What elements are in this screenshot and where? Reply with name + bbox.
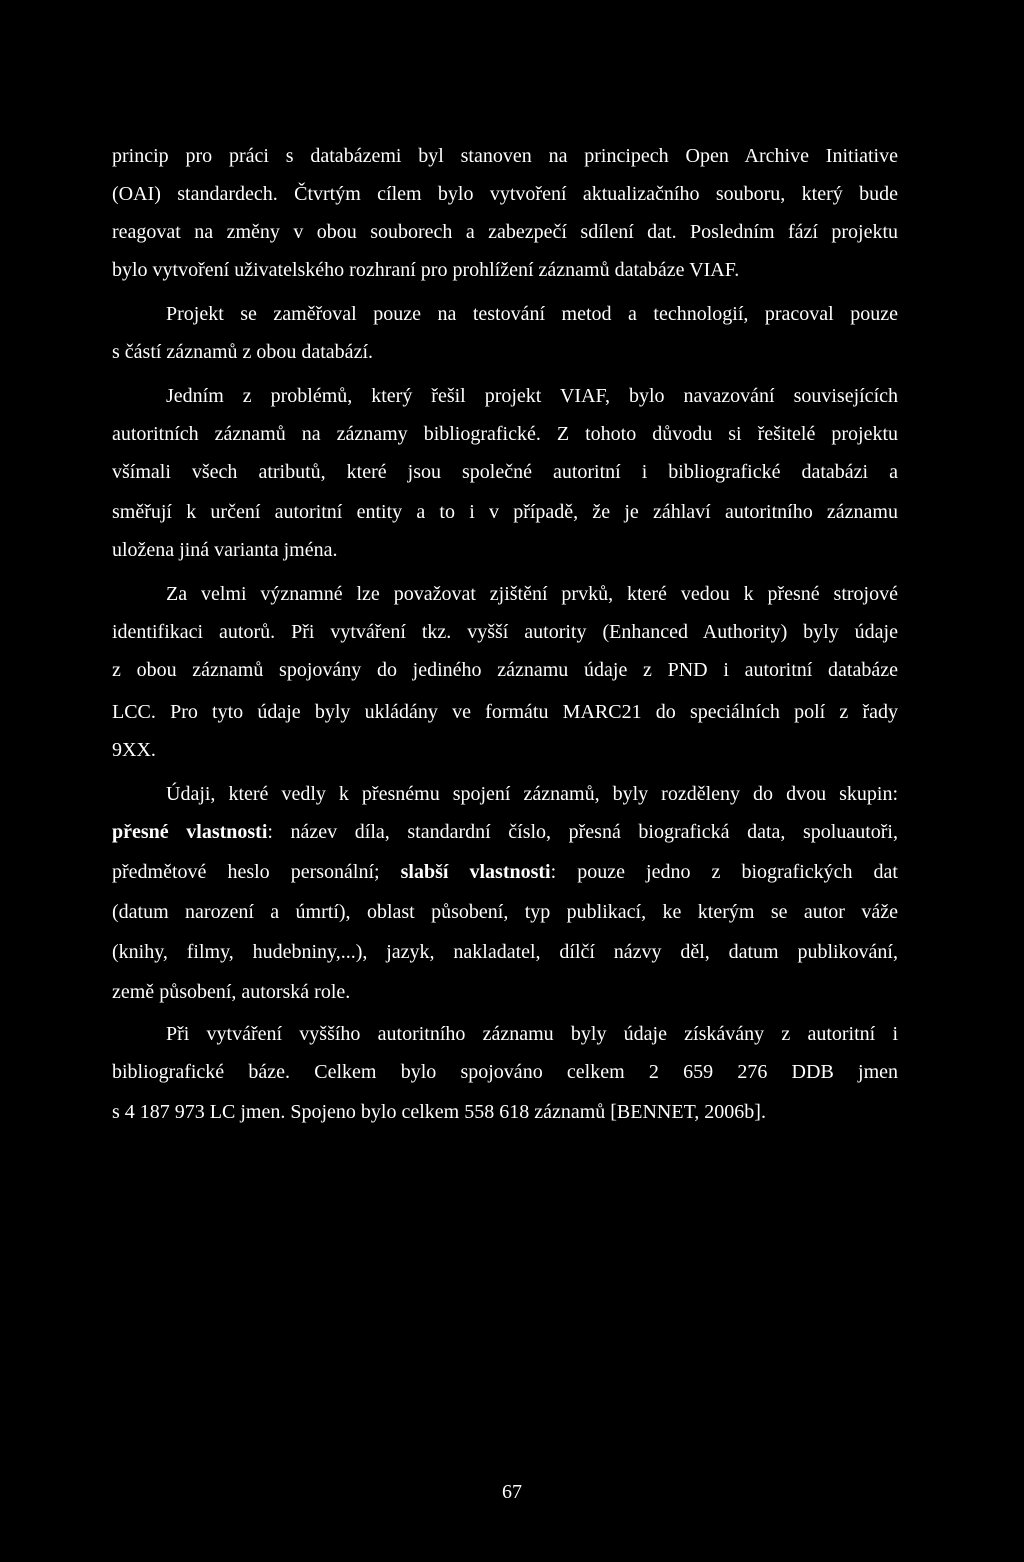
text-line — [112, 860, 898, 884]
text-line: země působení, autorská role. — [112, 981, 351, 1003]
text-line: Při vytváření vyššího autoritního záznamu byly údaje získávány z autoritní i — [166, 1023, 898, 1045]
text-line: reagovat na změny v obou souborech a zabezpečí sdílení dat. Posledním fází projektu — [112, 221, 898, 243]
page-number: 67 — [502, 1481, 522, 1503]
text-span: : název díla, standardní číslo, přesná biografická data, spoluautoři, — [267, 821, 898, 843]
text-line: z obou záznamů spojovány do jediného záznamu údaje z PND i autoritní databáze — [112, 659, 898, 681]
text-line: směřují k určení autoritní entity a to i v případě, že je záhlaví autoritního záznamu — [112, 501, 898, 523]
text-line: bylo vytvoření uživatelského rozhraní pro prohlížení záznamů databáze VIAF. — [112, 259, 740, 281]
text-line: princip pro práci s databázemi byl stanoven na principech Open Archive Initiative — [112, 145, 898, 167]
text-line: Projekt se zaměřoval pouze na testování metod a technologií, pracoval pouze — [166, 303, 898, 325]
text-line — [112, 820, 898, 844]
text-line: uložena jiná varianta jména. — [112, 539, 338, 561]
text-line: (OAI) standardech. Čtvrtým cílem bylo vytvoření aktualizačního souboru, který bude — [112, 183, 898, 205]
text-line: Jedním z problémů, který řešil projekt VIAF, bylo navazování souvisejících — [166, 385, 898, 407]
text-span: předmětové heslo personální; — [112, 861, 401, 883]
bold-term: přesné vlastnosti — [112, 821, 268, 843]
bold-term: slabší vlastnosti — [400, 861, 551, 883]
text-line: identifikaci autorů. Při vytváření tkz. vyšší autority (Enhanced Authority) byly údaje — [112, 621, 898, 643]
text-line: autoritních záznamů na záznamy bibliografické. Z tohoto důvodu si řešitelé projektu — [112, 423, 898, 445]
text-span: : pouze jedno z biografických dat — [550, 861, 898, 883]
text-line: (knihy, filmy, hudebniny,...), jazyk, nakladatel, dílčí názvy děl, datum publikování, — [112, 941, 898, 963]
text-line: s částí záznamů z obou databází. — [112, 341, 373, 363]
text-line: Za velmi významné lze považovat zjištění prvků, které vedou k přesné strojové — [166, 583, 898, 605]
text-line: 9XX. — [112, 739, 156, 761]
text-line: všímali všech atributů, které jsou společné autoritní i bibliografické databázi a — [112, 461, 898, 483]
text-line: s 4 187 973 LC jmen. Spojeno bylo celkem 558 618 záznamů [BENNET, 2006b]. — [112, 1101, 766, 1123]
text-line: LCC. Pro tyto údaje byly ukládány ve formátu MARC21 do speciálních polí z řady — [112, 701, 898, 723]
text-line: (datum narození a úmrtí), oblast působení, typ publikací, ke kterým se autor váže — [112, 901, 898, 923]
text-line: Údaji, které vedly k přesnému spojení záznamů, byly rozděleny do dvou skupin: — [166, 783, 898, 805]
text-line: bibliografické báze. Celkem bylo spojováno celkem 2 659 276 DDB jmen — [112, 1061, 898, 1083]
